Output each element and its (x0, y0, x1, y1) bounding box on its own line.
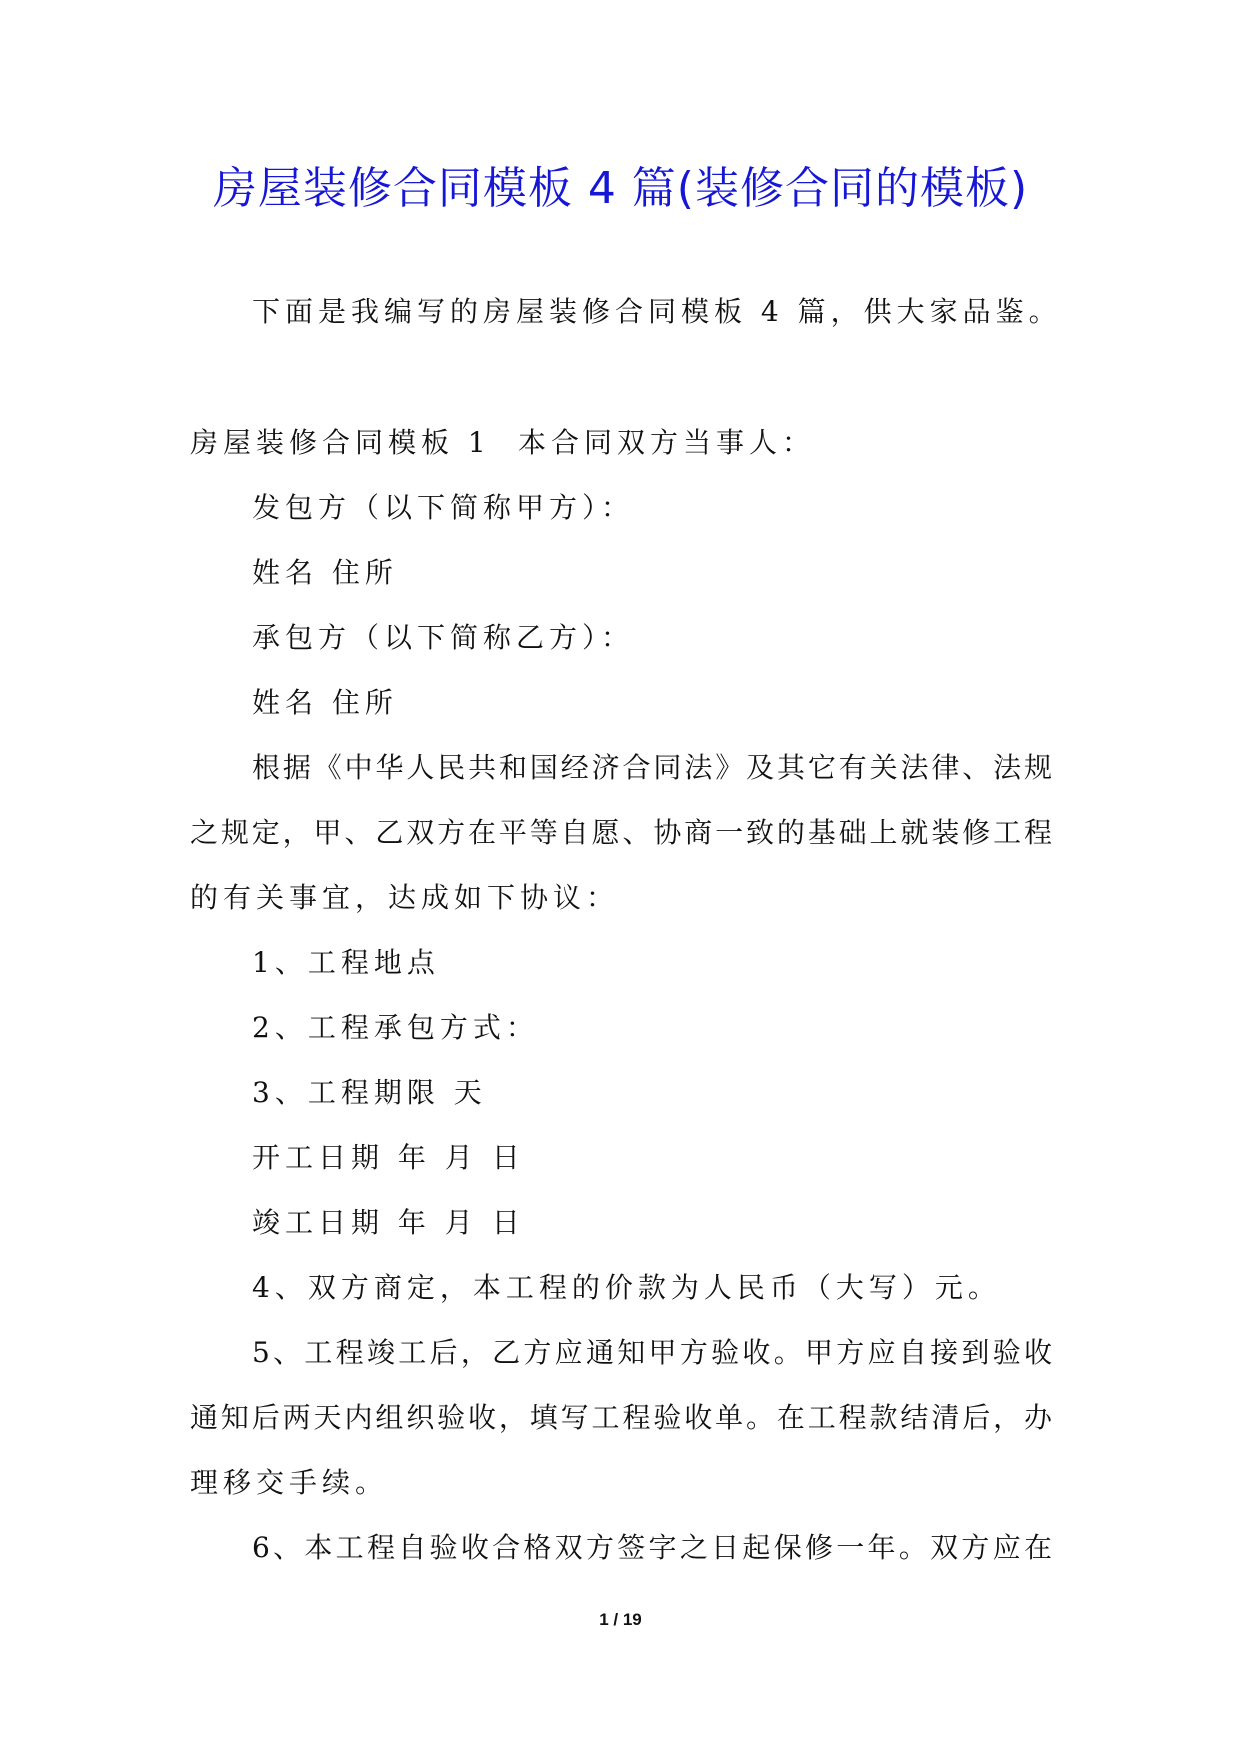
clause-4: 4、双方商定，本工程的价款为人民币（大写）元。 (252, 1271, 1001, 1304)
clause-6-line-1: 6、本工程自验收合格双方签字之日起保修一年。双方应在 (252, 1531, 1052, 1564)
clause-3: 3、工程期限 天 (252, 1076, 487, 1109)
preamble-line-3: 的有关事宜，达成如下协议： (190, 881, 620, 914)
party-b-fields: 姓名 住所 (252, 686, 398, 719)
contract-heading-right: 本合同双方当事人： (518, 426, 816, 459)
clause-5-line-2: 通知后两天内组织验收，填写工程验收单。在工程款结清后，办 (190, 1401, 1052, 1434)
party-a-label: 发包方（以下简称甲方）： (252, 491, 635, 524)
party-b-label: 承包方（以下简称乙方）： (252, 621, 635, 654)
clause-5-line-1: 5、工程竣工后，乙方应通知甲方验收。甲方应自接到验收 (252, 1336, 1052, 1369)
clause-1: 1、工程地点 (252, 946, 440, 979)
preamble-line-1: 根据《中华人民共和国经济合同法》及其它有关法律、法规 (252, 751, 1052, 784)
party-a-fields: 姓名 住所 (252, 556, 398, 589)
preamble-line-2: 之规定，甲、乙双方在平等自愿、协商一致的基础上就装修工程 (190, 816, 1052, 849)
document-title: 房屋装修合同模板 4 篇(装修合同的模板) (212, 163, 1029, 214)
clause-5-line-3: 理移交手续。 (190, 1466, 389, 1499)
clause-2: 2、工程承包方式： (252, 1011, 539, 1044)
page-number: 1 / 19 (599, 1610, 642, 1629)
start-date: 开工日期 年 月 日 (252, 1141, 525, 1174)
contract-heading-left: 房屋装修合同模板 1 (190, 426, 491, 459)
intro-paragraph: 下面是我编写的房屋装修合同模板 4 篇，供大家品鉴。 (252, 295, 1062, 328)
finish-date: 竣工日期 年 月 日 (252, 1206, 525, 1239)
